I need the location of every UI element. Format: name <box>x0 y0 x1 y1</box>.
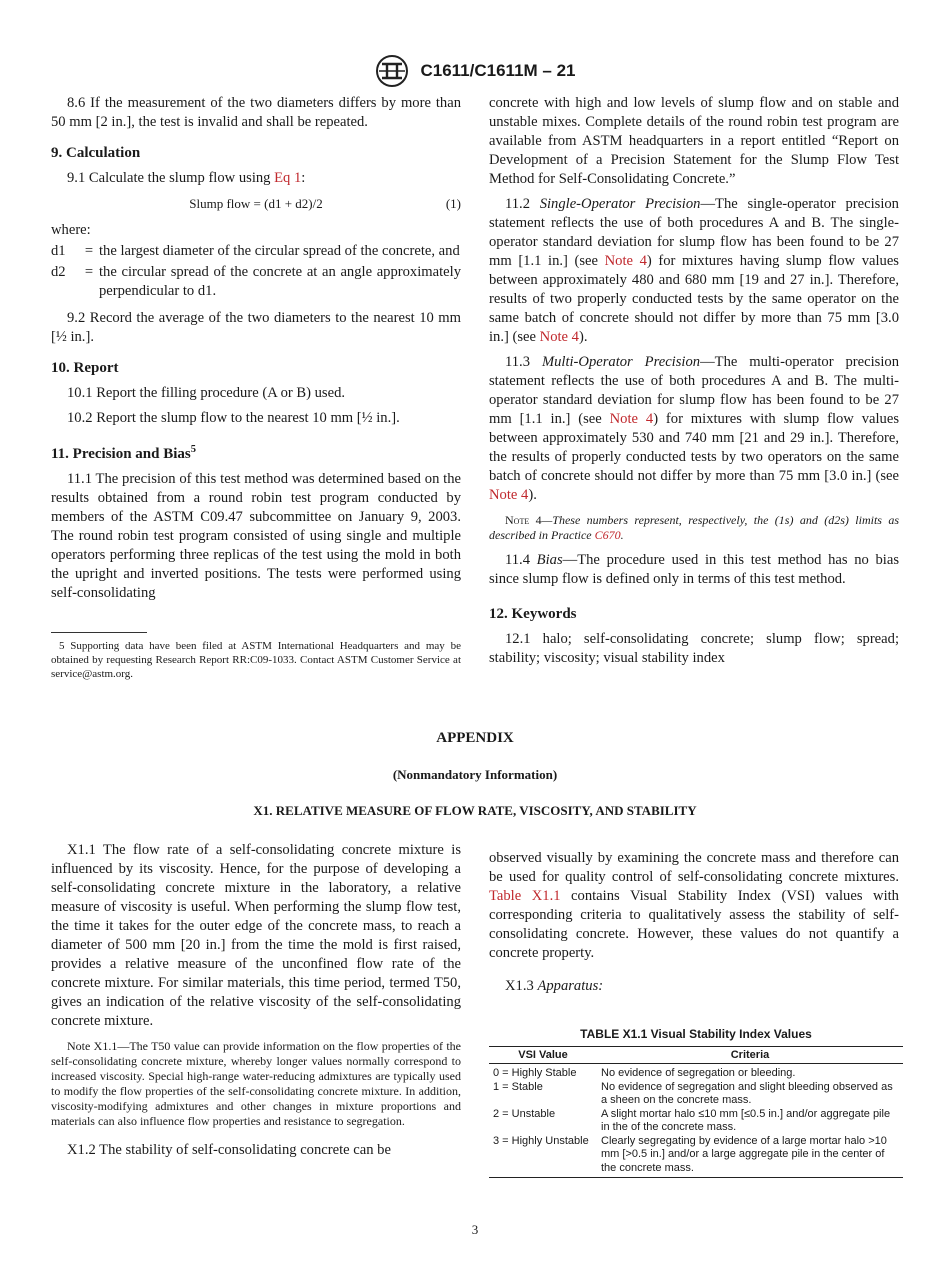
paragraph-x1-2-continued: observed visually by examining the concrete mass and therefore can be used for quality control of self-consolidating concrete mixtures. Table X1.1 contains Visual Stability Index (VSI) values with corresponding criteria to qualitatively assess the stability of self-consolidating concrete. However, these values do not quantify a concrete property. <box>489 850 899 961</box>
page-header <box>0 54 950 88</box>
astm-logo-icon <box>374 54 410 88</box>
paragraph-x1-3: X1.3 Apparatus: <box>505 978 604 994</box>
note4-link[interactable]: Note 4 <box>604 253 647 269</box>
table-x1-1 <box>489 1027 903 1178</box>
paragraph-8-6: 8.6 If the measurement of the two diameters differs by more than 50 mm [2 in.], the test is invalid and shall be repeated. <box>51 95 461 130</box>
table-cell: 2 = Unstable <box>493 1107 556 1120</box>
paragraph-11-4: 11.4 Bias—The procedure used in this test method has no bias since slump flow is defined only in terms of this test method. <box>489 552 899 587</box>
table-cell: No evidence of segregation and slight bleeding observed as a sheen on the concrete mass. <box>601 1080 893 1106</box>
table-cell: No evidence of segregation or bleeding. <box>601 1067 796 1079</box>
appendix-right-column <box>489 849 899 1002</box>
paragraph-12-1: 12.1 halo; self-consolidating concrete; slump flow; spread; stability; viscosity; visual stability index <box>489 631 899 666</box>
note-4: Note 4—These numbers represent, respectively, the (1s) and (d2s) limits as described in Practice C670. <box>489 513 900 542</box>
paragraph-10-2: 10.2 Report the slump flow to the nearest 10 mm [½ in.]. <box>67 410 400 426</box>
table-row <box>489 1135 903 1178</box>
appendix-title: APPENDIX <box>436 730 514 746</box>
left-column <box>51 94 461 609</box>
definition-symbol: d1 <box>51 243 66 259</box>
definition-d2: d2 = the circular spread of the concrete at an angle approximately perpendicular to d1. <box>51 264 461 299</box>
vsi-table <box>489 1046 903 1178</box>
definition-text: the largest diameter of the circular spread of the concrete, and <box>99 243 460 259</box>
table-cell: A slight mortar halo ≤10 mm [≤0.5 in.] and/or aggregate pile in the of the concrete mass. <box>601 1107 891 1133</box>
section-heading-12: 12. Keywords <box>489 606 577 622</box>
paragraph-9-2: 9.2 Record the average of the two diameters to the nearest 10 mm [½ in.]. <box>51 310 461 345</box>
paragraph-x1-2: X1.2 The stability of self-consolidating concrete can be <box>67 1142 391 1158</box>
standard-designation: C1611/C1611M – 21 <box>420 61 576 80</box>
right-column <box>489 94 899 674</box>
note4-link[interactable]: Note 4 <box>609 411 654 427</box>
equation-text: Slump flow = (d1 + d2)/2 <box>189 196 323 211</box>
definition-symbol: d2 <box>51 264 66 280</box>
appendix-x1-heading: X1. RELATIVE MEASURE OF FLOW RATE, VISCOSITY, AND STABILITY <box>253 803 697 818</box>
where-label: where: <box>51 222 91 238</box>
page-number: 3 <box>471 1222 479 1237</box>
footnote-divider <box>51 632 147 633</box>
paragraph-10-1: 10.1 Report the filling procedure (A or B) used. <box>67 385 346 401</box>
appendix-left-column <box>51 841 461 1166</box>
section-heading-11: 11. Precision and Bias$^5$ <box>51 444 196 462</box>
section-heading-9: 9. Calculation <box>51 145 141 161</box>
paragraph-11-2: 11.2 Single-Operator Precision—The single-operator precision statement reflects the use of both procedures A and B. The single-operator standard deviation for slump flow has been found to be 27 mm [1.1 in.] (see Note 4) for mixtures having slump flow values between approximately 480 and 680 mm [19 and 27 in.]. Therefore, results of two properly conducted tests by the same operator on the same batch of concrete should not differ by more than 75 mm [3.0 in.] (see Note 4). <box>489 196 899 345</box>
table-cell: 1 = Stable <box>493 1080 543 1093</box>
definition-d1: d1 = the largest diameter of the circular spread of the concrete, and <box>51 243 460 259</box>
table-cell: 0 = Highly Stable <box>493 1067 577 1079</box>
paragraph-11-1-continued: concrete with high and low levels of slump flow and on stable and unstable mixes. Complete details of the round robin test program are available from ASTM headquarters in a report entitled “Report on Development of a Precision Statement for the Slump Flow Test Method for Self-Consolidating Concrete.” <box>489 95 899 187</box>
table-row <box>489 1081 903 1108</box>
c670-link[interactable]: C670 <box>594 528 621 542</box>
equation-1 <box>51 194 461 213</box>
note-x1-1: Note X1.1—The T50 value can provide information on the flow properties of the self-consolidating concrete mixture, whereby longer values normally correspond to increased viscosity. Special high-range water-reducing admixtures are typically used to modify the flow properties of the self-consolidating concrete mixture. In addition, viscosity-modifying admixtures and other changes in mixture proportions and materials can also influence flow properties and resistance to segregation. <box>51 1039 461 1128</box>
table-row <box>489 1108 903 1135</box>
eq1-link[interactable]: Eq 1 <box>274 170 302 186</box>
footnote-5: 5 Supporting data have been filed at ASTM International Headquarters and may be obtained by requesting Research Report RR:C09-1033. Contact ASTM Customer Service at service@astm.org. <box>51 640 461 680</box>
table-row <box>489 1064 903 1081</box>
section-heading-10: 10. Report <box>51 360 119 376</box>
table-cell: Clearly segregating by evidence of a large mortar halo >10 mm [>0.5 in.] and/or a large aggregate pile in the center of the concrete mass. <box>597 1135 903 1178</box>
note4-link[interactable]: Note 4 <box>489 487 529 503</box>
table-cell: 3 = Highly Unstable <box>489 1135 597 1178</box>
definition-text: the circular spread of the concrete at an angle approximately perpendicular to d1. <box>99 264 461 299</box>
appendix-subtitle: (Nonmandatory Information) <box>392 767 558 782</box>
paragraph-11-1: 11.1 The precision of this test method was determined based on the results obtained from a round robin test program conducted by members of the ASTM C09.47 subcommittee on January 9, 2003. The round robin test program consisted of using single and multiple operators performing three replicas of the test using the mold in both the upright and inverted positions. The tests were performed using self-consolidating <box>51 471 461 601</box>
paragraph-9-1: 9.1 Calculate the slump flow using Eq 1: <box>67 170 306 186</box>
paragraph-11-3: 11.3 Multi-Operator Precision—The multi-operator precision statement reflects the use of both procedures A and B. The multi-operator standard deviation for slump flow has been found to be 27 mm [1.1 in.] (see Note 4) for mixtures with slump flow values between approximately 530 and 740 mm [21 and 29 in.]. Therefore, the results of properly conducted tests by two operators on the same batch of concrete should not differ by more than 75 mm [3.0 in.] (see Note 4). <box>489 354 899 503</box>
column-header: VSI Value <box>489 1047 597 1064</box>
paragraph-x1-1: X1.1 The flow rate of a self-consolidating concrete mixture is influenced by its viscosity. Hence, for the purpose of developing a self-consolidating concrete mixture in the laboratory, a relative measure of viscosity is useful. When performing the slump flow test, the time it takes for the outer edge of the concrete mass, to reach a diameter of 500 mm [20 in.] from the time the mold is first raised, provides a relative measure of the unconfined flow rate of the concrete mixture. For similar materials, this time period, termed T50, gives an indication of the relative viscosity of the self-consolidating concrete mixture. <box>51 842 461 1029</box>
footnote-ref[interactable]: 5 <box>190 444 196 455</box>
column-header: Criteria <box>597 1047 903 1064</box>
equation-number: (1) <box>445 196 461 211</box>
table-x1-1-link[interactable]: Table X1.1 <box>489 888 561 904</box>
note4-link[interactable]: Note 4 <box>539 329 579 345</box>
footnote-area <box>51 632 461 681</box>
table-title: TABLE X1.1 Visual Stability Index Values <box>580 1027 812 1041</box>
